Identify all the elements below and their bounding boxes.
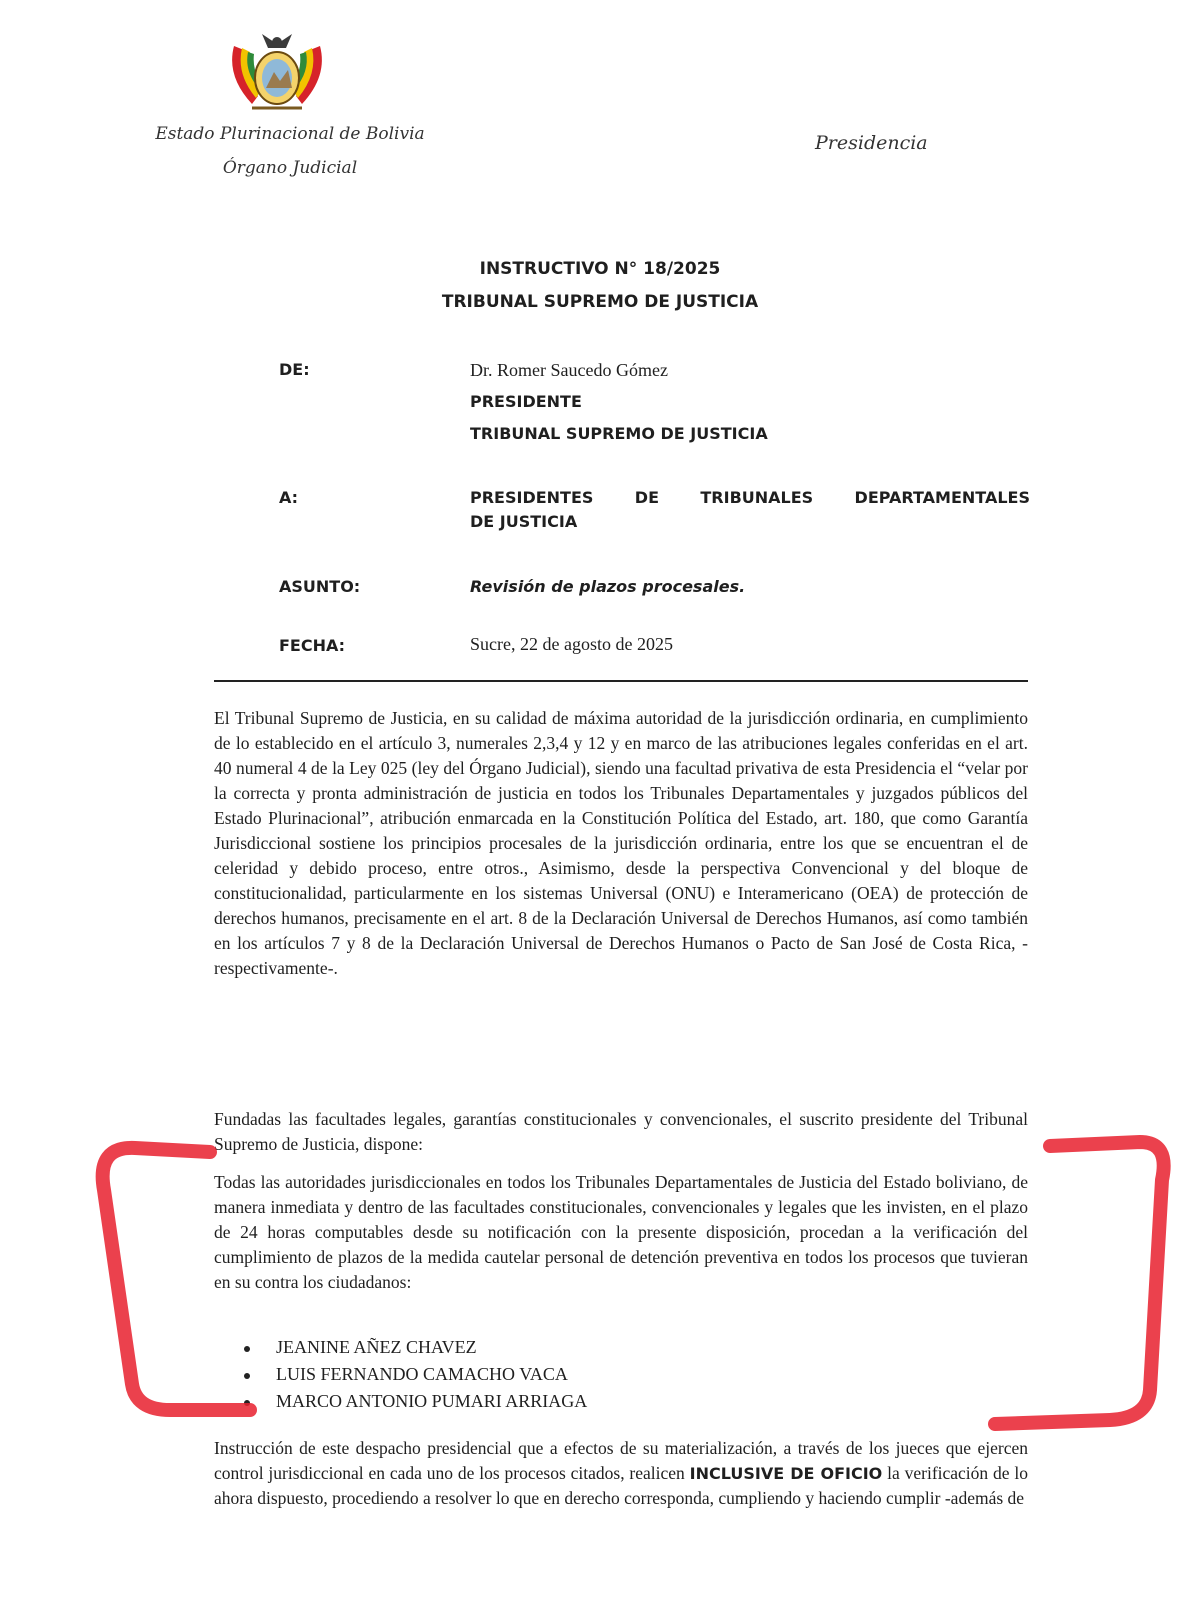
document-title: INSTRUCTIVO N° 18/2025 xyxy=(479,259,721,279)
date: Sucre, 22 de agosto de 2025 xyxy=(470,634,673,654)
subject-label: ASUNTO: xyxy=(279,577,361,596)
document-subtitle: TRIBUNAL SUPREMO DE JUSTICIA xyxy=(441,292,759,312)
instruction-emphasis: INCLUSIVE DE OFICIO xyxy=(689,1464,883,1483)
from-org: TRIBUNAL SUPREMO DE JUSTICIA xyxy=(470,424,768,443)
paragraph-grounds: Fundadas las facultades legales, garantías constitucionales y convencionales, el suscrito presidente del Tribunal Supremo de Justicia, dispone: xyxy=(214,1109,1028,1154)
to-line-1: PRESIDENTES DE TRIBUNALES DEPARTAMENTALES xyxy=(470,488,1030,507)
list-item xyxy=(240,1388,587,1415)
paragraph-instruction xyxy=(214,1436,1028,1511)
citizen-name: JEANINE AÑEZ CHAVEZ xyxy=(276,1337,477,1357)
organ-name: Órgano Judicial xyxy=(222,158,358,178)
institution-header xyxy=(140,117,440,185)
subject: Revisión de plazos procesales. xyxy=(470,577,746,596)
paragraph-preamble: El Tribunal Supremo de Justicia, en su calidad de máxima autoridad de la jurisdicción ordinaria, en cumplimiento de lo establecido en el artículo 3, numerales 2,3,4 y 12 y en marco de las atribuciones legales conferidas en el art. 40 numeral 4 de la Ley 025 (ley del Órgano Judicial), siendo una facultad privativa de esta Presidencia el “velar por la correcta y pronta administración de justicia en todos los Tribunales Departamentales y juzgados públicos del Estado Plurinacional”, atribución enmarcada en la Constitución Política del Estado, art. 180, que como Garantía Jurisdiccional sostiene los principios procesales de la jurisdicción ordinaria, entre los que se encuentran el de celeridad y debido proceso, entre otros., Asimismo, desde la perspectiva Convencional y del bloque de constitucionalidad, particularmente en los sistemas Universal (ONU) e Interamericano (OEA) de protección de derechos humanos, precisamente en el art. 8 de la Declaración Universal de Derechos Humanos, así como también en los artículos 7 y 8 de la Declaración Universal de Derechos Humanos o Pacto de San José de Costa Rica, -respectivamente-. xyxy=(214,708,1028,978)
from-label: DE: xyxy=(279,360,310,379)
to-line-2: DE JUSTICIA xyxy=(470,512,578,531)
from-name: Dr. Romer Saucedo Gómez xyxy=(470,360,668,380)
list-item xyxy=(240,1334,587,1361)
paragraph-order: Todas las autoridades jurisdiccionales en todos los Tribunales Departamentales de Justicia del Estado boliviano, de manera inmediata y dentro de las facultades constitucionales, convencionales y legales que les invisten, en el plazo de 24 horas computables desde su notificación con la presente disposición, procedan a la verificación del cumplimiento de plazos de la medida cautelar personal de detención preventiva en todos los procesos que tuvieran en su contra los ciudadanos: xyxy=(214,1172,1028,1292)
coat-of-arms-icon xyxy=(222,26,332,116)
state-name: Estado Plurinacional de Bolivia xyxy=(155,124,425,144)
citizen-name: MARCO ANTONIO PUMARI ARRIAGA xyxy=(276,1391,588,1411)
instruction-text: Instrucción de este despacho presidencial que a efectos de su materialización, a través de los jueces que ejercen control jurisdiccional en cada uno de los procesos citados, realicen xyxy=(214,1438,1028,1483)
instruction-text-cont: la verificación de lo ahora dispuesto, procediendo a resolver lo que en derecho corresponda, cumpliendo y haciendo cumplir -además de xyxy=(214,1463,1029,1508)
names-list xyxy=(240,1334,587,1415)
divider xyxy=(214,680,1028,682)
to-label: A: xyxy=(279,488,299,507)
from-role: PRESIDENTE xyxy=(470,392,582,411)
citizen-name: LUIS FERNANDO CAMACHO VACA xyxy=(276,1364,568,1384)
date-label: FECHA: xyxy=(279,636,346,655)
list-item xyxy=(240,1361,587,1388)
office-name: Presidencia xyxy=(815,132,928,154)
